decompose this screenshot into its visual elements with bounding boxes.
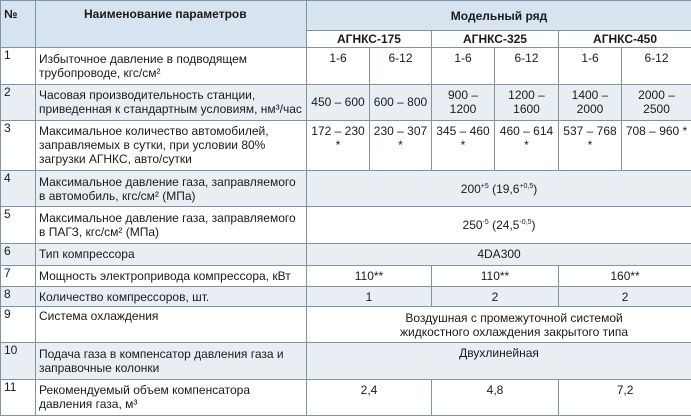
table-cell: 7,2 <box>559 379 691 415</box>
table-row <box>1 171 691 207</box>
table-row <box>1 243 691 265</box>
row-label: Рекомендуемый объем компенсатора давления газа, м³ <box>36 379 307 415</box>
row-label: Тип компрессора <box>36 243 307 265</box>
col-models-header: Модельный ряд <box>307 1 691 31</box>
model-header: АГНКС-450 <box>559 31 691 48</box>
table-row <box>1 307 691 343</box>
row-number: 11 <box>1 379 36 415</box>
table-cell: 230 – 307 * <box>370 120 432 170</box>
row-number: 7 <box>1 265 36 286</box>
table-row <box>1 343 691 379</box>
table-cell: 450 – 600 <box>307 84 370 120</box>
table-cell: 110** <box>432 265 559 286</box>
table-cell: 1-6 <box>559 48 622 84</box>
table-cell: 6-12 <box>495 48 559 84</box>
row-label: Количество компрессоров, шт. <box>36 286 307 306</box>
table-cell: 2 <box>559 286 691 306</box>
model-header: АГНКС-175 <box>307 31 432 48</box>
row-number: 5 <box>1 207 36 243</box>
table-row <box>1 286 691 306</box>
table-cell: 6-12 <box>622 48 691 84</box>
table-row <box>1 379 691 415</box>
merged-value-cell: 4DA300 <box>307 243 691 265</box>
table-cell: 1200 – 1600 <box>495 84 559 120</box>
table-row <box>1 84 691 120</box>
table-cell: 4,8 <box>432 379 559 415</box>
row-label: Мощность электропривода компрессора, кВт <box>36 265 307 286</box>
row-number: 9 <box>1 307 36 343</box>
merged-value-cell: $250^{-5}$ $(24,5^{-0,5})$ <box>307 207 691 243</box>
table-row <box>1 48 691 84</box>
row-number: 1 <box>1 48 36 84</box>
table-cell: 345 – 460 * <box>432 120 495 170</box>
merged-value-cell: Воздушная с промежуточной системой жидкостного охлаждения закрытого типа <box>307 307 691 343</box>
table-cell: 2 <box>432 286 559 306</box>
table-cell: 900 – 1200 <box>432 84 495 120</box>
table-cell: 172 – 230 * <box>307 120 370 170</box>
row-number: 6 <box>1 243 36 265</box>
table-cell: 600 – 800 <box>370 84 432 120</box>
table-cell: 708 – 960 * <box>622 120 691 170</box>
row-label: Максимальное давление газа, заправляемого в ПАГЗ, кгс/см² (МПа) <box>36 207 307 243</box>
row-label: Максимальное количество автомобилей, заправляемых в сутки, при условии 80% загрузки АГНКС, авто/сутки <box>36 120 307 170</box>
table-cell: 537 – 768 * <box>559 120 622 170</box>
model-header: АГНКС-325 <box>432 31 559 48</box>
table-row <box>1 265 691 286</box>
table-cell: 6-12 <box>370 48 432 84</box>
row-number: 2 <box>1 84 36 120</box>
row-label: Система охлаждения <box>36 307 307 343</box>
row-label: Подача газа в компенсатор давления газа и заправочные колонки <box>36 343 307 379</box>
table-cell: 110** <box>307 265 432 286</box>
row-label: Избыточное давление в подводящем трубопроводе, кгс/см² <box>36 48 307 84</box>
row-number: 8 <box>1 286 36 306</box>
table-cell: 2,4 <box>307 379 432 415</box>
table-cell: 1400 – 2000 <box>559 84 622 120</box>
table-cell: 1-6 <box>307 48 370 84</box>
row-label: Часовая производительность станции, приведенная к стандартным условиям, нм³/час <box>36 84 307 120</box>
table-cell: 160** <box>559 265 691 286</box>
table-row <box>1 120 691 170</box>
table-cell: 2000 – 2500 <box>622 84 691 120</box>
table-cell: 1 <box>307 286 432 306</box>
merged-value-cell: $200^{+5}$ $(19,6^{+0,5})$ <box>307 171 691 207</box>
table-row <box>1 207 691 243</box>
row-label: Максимальное давление газа, заправляемого в автомобиль, кгс/см² (МПа) <box>36 171 307 207</box>
row-number: 3 <box>1 120 36 170</box>
merged-value-cell: Двухлинейная <box>307 343 691 379</box>
table-cell: 1-6 <box>432 48 495 84</box>
col-num-header: № <box>1 1 36 48</box>
row-number: 4 <box>1 171 36 207</box>
row-number: 10 <box>1 343 36 379</box>
table-cell: 460 – 614 * <box>495 120 559 170</box>
col-name-header: Наименование параметров <box>36 1 307 48</box>
